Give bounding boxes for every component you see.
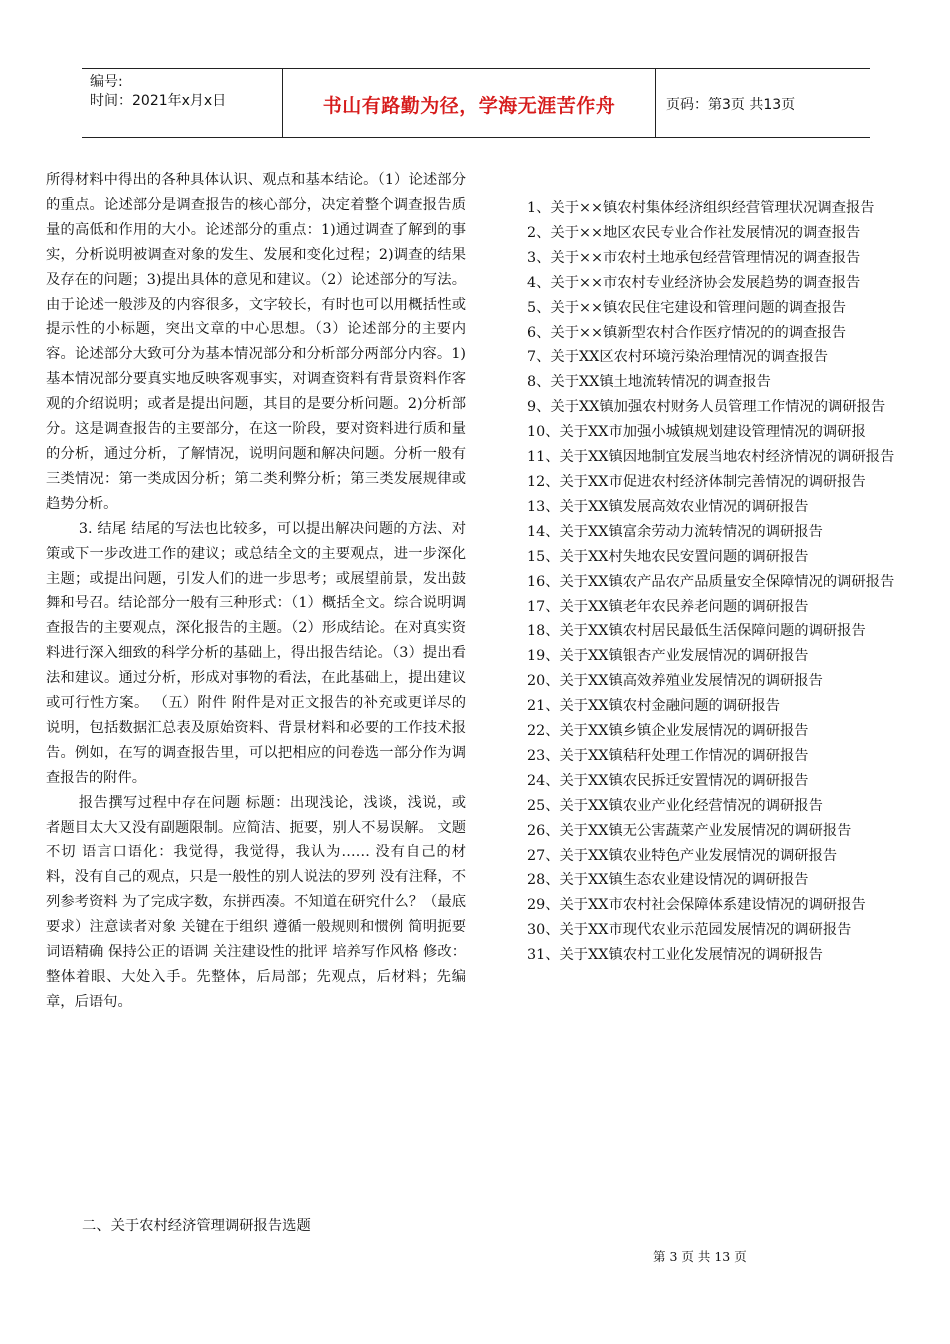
topic-item: 6、关于××镇新型农村合作医疗情况的的调查报告	[527, 324, 846, 341]
topic-item: 29、关于XX市农村社会保障体系建设情况的调研报告	[527, 897, 866, 914]
topic-item: 1、关于××镇农村集体经济组织经营管理状况调查报告	[527, 200, 875, 216]
topic-item: 11、关于XX镇因地制宜发展当地农村经济情况的调研报告	[527, 449, 895, 466]
page-header	[82, 68, 870, 138]
topic-item: 28、关于XX镇生态农业建设情况的调研报告	[527, 872, 809, 889]
topic-item: 24、关于XX镇农民拆迁安置情况的调研报告	[527, 772, 809, 789]
header-motto: 书山有路勤为径，学海无涯苦作舟	[322, 95, 616, 117]
page-footer: 第 3 页 共 13 页	[653, 1249, 747, 1264]
topic-item: 3、关于××市农村土地承包经营管理情况的调查报告	[527, 249, 861, 266]
section-title: 二、关于农村经济管理调研报告选题	[82, 1218, 311, 1234]
topic-item: 21、关于XX镇农村金融问题的调研报告	[527, 698, 781, 715]
topic-item: 23、关于XX镇秸秆处理工作情况的调研报告	[527, 747, 809, 764]
topic-item: 31、关于XX镇农村工业化发展情况的调研报告	[527, 947, 823, 964]
body-paragraph: 报告撰写过程中存在问题 标题：出现浅论，浅谈，浅说，或者题目太大又没有副题限制。应简洁、扼要，别人不易误解。 文题不切 语言口语化：我觉得，我觉得，我认为…… 没有自己的材料，没有自己的观点，只是一般性的别人说法的罗列 没有注释，不列参考资料 为了完成字数，东拼西凑。不知道在研究什么？（最底要求）注意读者对象 关键在于组织 遵循一般规则和惯例 简明扼要 词语精确 保持公正的语调 关注建设性的批评 培养写作风格 修改：整体着眼、大处入手。先整体，后局部；先观点，后材料；先编章，后语句。	[46, 794, 466, 1010]
topic-item: 4、关于××市农村专业经济协会发展趋势的调查报告	[527, 274, 861, 291]
topic-item: 18、关于XX镇农村居民最低生活保障问题的调研报告	[527, 623, 866, 640]
topic-item: 27、关于XX镇农业特色产业发展情况的调研报告	[527, 847, 838, 864]
topic-item: 22、关于XX镇乡镇企业发展情况的调研报告	[527, 723, 809, 740]
topic-item: 10、关于XX市加强小城镇规划建设管理情况的调研报	[527, 424, 866, 441]
document-number-label: 编号:	[90, 74, 123, 90]
topic-item: 12、关于XX市促进农村经济体制完善情况的调研报告	[527, 473, 866, 490]
topic-item: 17、关于XX镇老年农民养老问题的调研报告	[527, 598, 809, 615]
left-column-body	[46, 168, 466, 1015]
topic-item: 30、关于XX市现代农业示范园发展情况的调研报告	[527, 922, 852, 939]
topic-item: 13、关于XX镇发展高效农业情况的调研报告	[527, 498, 809, 515]
topic-item: 14、关于XX镇富余劳动力流转情况的调研报告	[527, 523, 823, 540]
topic-item: 26、关于XX镇无公害蔬菜产业发展情况的调研报告	[527, 822, 852, 839]
topic-item: 19、关于XX镇银杏产业发展情况的调研报告	[527, 648, 809, 665]
topic-item: 2、关于××地区农民专业合作社发展情况的调查报告	[527, 224, 861, 241]
header-meta	[90, 73, 226, 111]
topic-item: 8、关于XX镇土地流转情况的调查报告	[527, 374, 771, 391]
topic-item: 5、关于××镇农民住宅建设和管理问题的调查报告	[527, 299, 846, 316]
body-paragraph: 所得材料中得出的各种具体认识、观点和基本结论。（1）论述部分的重点。论述部分是调查报告的核心部分，决定着整个调查报告质量的高低和作用的大小。论述部分的重点：1)通过调查了解到的事实，分析说明被调查对象的发生、发展和变化过程；2)调查的结果及存在的问题；3)提出具体的意见和建议。（2）论述部分的写法。由于论述一般涉及的内容很多，文字较长，有时也可以用概括性或提示性的小标题，突出文章的中心思想。（3）论述部分的主要内容。论述部分大致可分为基本情况部分和分析部分两部分内容。1)基本情况部分要真实地反映客观事实，对调查资料有背景资料作客观的介绍说明；或者是提出问题，其目的是要分析问题。2)分析部分。这是调查报告的主要部分，在这一阶段，要对资料进行质和量的分析，通过分析，了解情况，说明问题和解决问题。分析一般有三类情况：第一类成因分析；第二类利弊分析；第三类发展规律或趋势分析。	[46, 172, 466, 512]
topic-list	[493, 196, 906, 968]
topic-item: 25、关于XX镇农业产业化经营情况的调研报告	[527, 797, 823, 814]
header-divider	[655, 69, 656, 137]
document-time-label: 时间：2021年x月x日	[90, 93, 227, 109]
topic-item: 15、关于XX村失地农民安置问题的调研报告	[527, 548, 809, 565]
topic-item: 9、关于XX镇加强农村财务人员管理工作情况的调研报告	[527, 399, 886, 416]
topic-item: 20、关于XX镇高效养殖业发展情况的调研报告	[527, 673, 823, 690]
topic-item: 16、关于XX镇农产品农产品质量安全保障情况的调研报告	[527, 573, 895, 590]
body-paragraph: 3. 结尾 结尾的写法也比较多，可以提出解决问题的方法、对策或下一步改进工作的建议；或总结全文的主要观点，进一步深化主题；或提出问题，引发人们的进一步思考；或展望前景，发出鼓舞和号召。结论部分一般有三种形式：（1）概括全文。综合说明调查报告的主要观点，深化报告的主题。（2）形成结论。在对真实资料进行深入细致的科学分析的基础上，得出报告结论。（3）提出看法和建议。通过分析，形成对事物的看法，在此基础上，提出建议或可行性方案。 （五）附件 附件是对正文报告的补充或更详尽的说明，包括数据汇总表及原始资料、背景材料和必要的工作技术报告。例如，在写的调查报告里，可以把相应的问卷选一部分作为调查报告的附件。	[46, 520, 466, 786]
topic-item: 7、关于XX区农村环境污染治理情况的调查报告	[527, 349, 829, 366]
header-page-number: 页码：第3页 共13页	[666, 97, 796, 113]
